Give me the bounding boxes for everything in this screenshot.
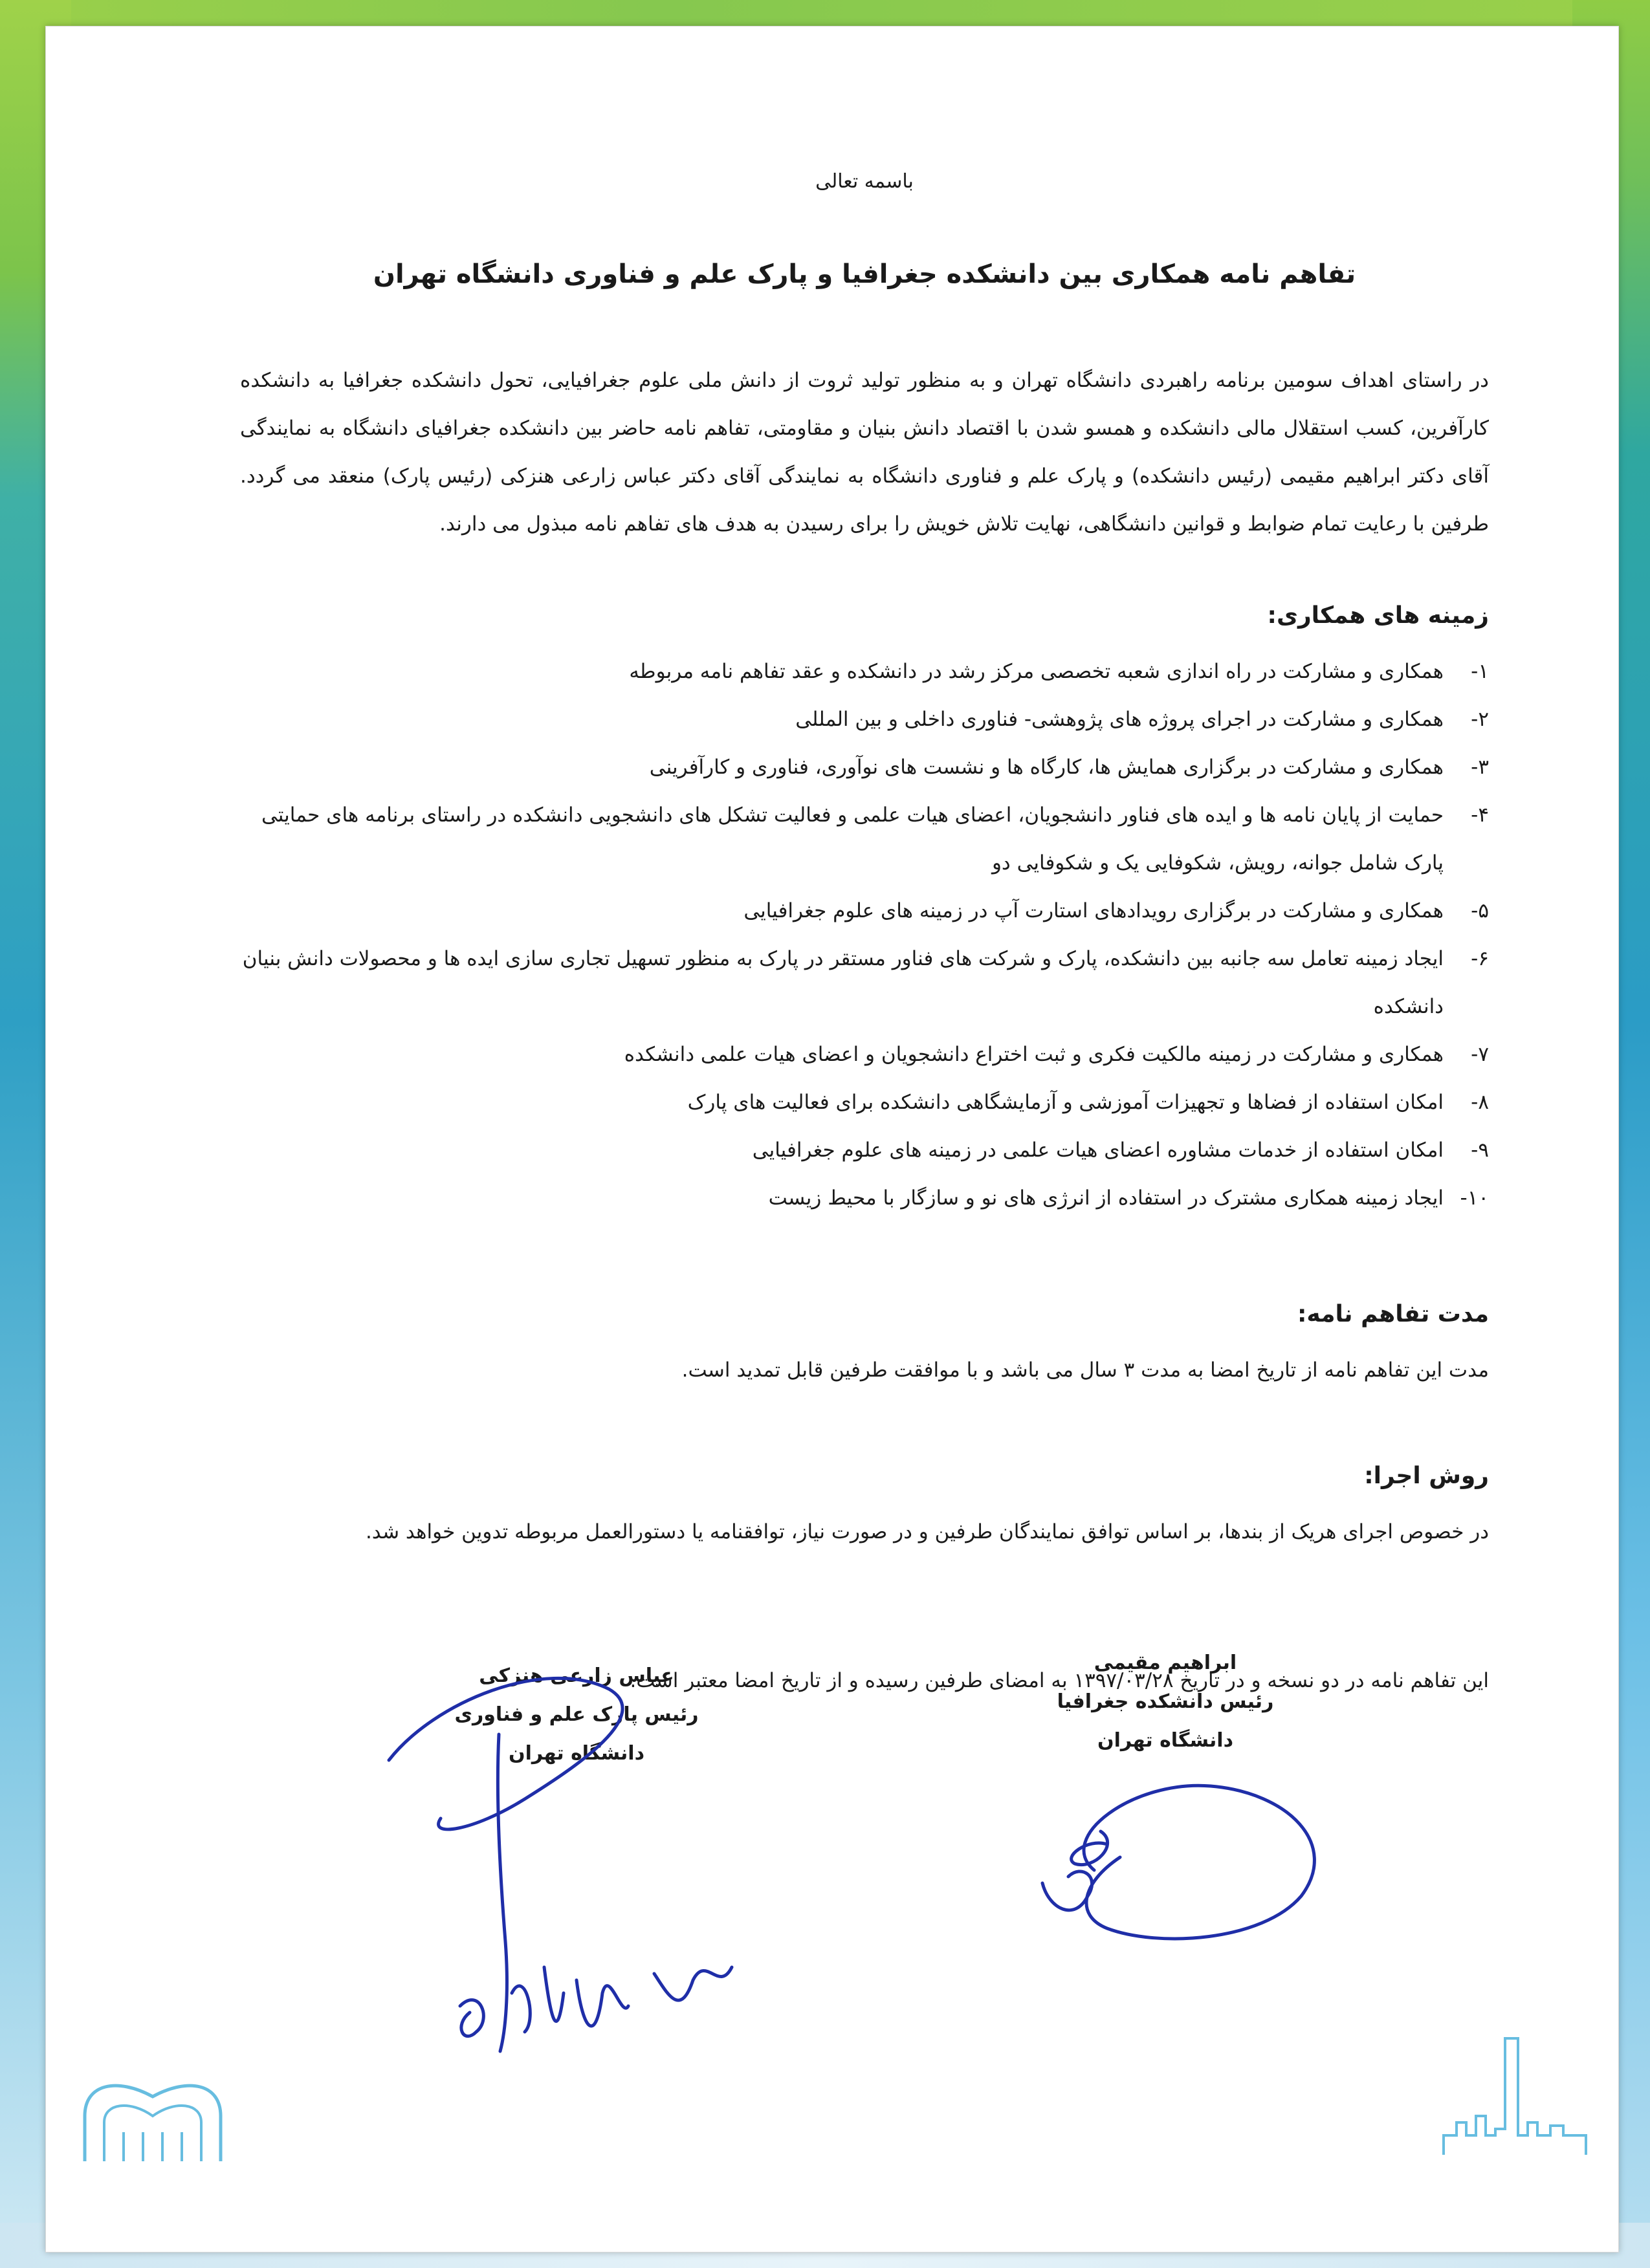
execution-heading: روش اجرا: <box>1364 1463 1489 1489</box>
document-sheet <box>45 26 1619 2252</box>
item-text: همکاری و مشارکت در برگزاری همایش ها، کارگاه ها و نشست های نوآوری، فناوری و کارآفرینی <box>649 756 1444 779</box>
intro-text: در راستای اهداف سومین برنامه راهبردی دانشگاه تهران و به منظور تولید ثروت از دانش ملی علوم جغرافیایی، تحول دانشکده جغرافیا به دانشکده کارآفرین، کسب استقلال مالی دانشکده و همسو شدن با اقتصاد دانش بنیان و مقاومتی، تفاهم نامه حاضر بین دانشکده جغرافیای دانشگاه به نمایندگی آقای دکتر ابراهیم مقیمی (رئیس دانشکده) و پارک علم و فناوری دانشگاه به نمایندگی آقای دکتر عباس زارعی هنزکی (رئیس پارک) منعقد می گردد. طرفین با رعایت تمام ضوابط و قوانین دانشگاهی، نهایت تلاش خویش را برای رسیدن به هدف های تفاهم نامه مبذول می دارند. <box>240 369 1489 536</box>
item-number: ۹- <box>1471 1139 1489 1162</box>
item-number: ۷- <box>1471 1043 1489 1066</box>
signatory-org: دانشگاه تهران <box>1097 1729 1233 1752</box>
item-number: ۸- <box>1471 1091 1489 1114</box>
item-text: ایجاد زمینه همکاری مشترک در استفاده از انرژی های نو و سازگار با محیط زیست <box>768 1186 1444 1210</box>
signature-park <box>331 1631 784 2103</box>
intro-paragraph <box>240 356 1489 548</box>
duration-heading: مدت تفاهم نامه: <box>1297 1301 1489 1327</box>
item-text: ایجاد زمینه تعامل سه جانبه بین دانشکده، پارک و شرکت های فناور مستقر در پارک به منظور تسهیل تجاری سازی ایده ها و محصولات دانش بنیان دانشکده <box>242 947 1444 1018</box>
signatory-role: رئیس دانشکده جغرافیا <box>1057 1690 1274 1713</box>
item-number: ۳- <box>1471 756 1489 779</box>
list-item <box>240 1126 1489 1174</box>
item-text: همکاری و مشارکت در اجرای پروژه های پژوهشی- فناوری داخلی و بین المللی <box>795 708 1444 731</box>
item-number: ۴- <box>1471 803 1489 827</box>
item-text: امکان استفاده از فضاها و تجهیزات آموزشی و آزمایشگاهی دانشکده برای فعالیت های پارک <box>687 1091 1444 1114</box>
closing-text: این تفاهم نامه در دو نسخه و در تاریخ ۱۳۹۷/۰۳/۲۸ به امضای طرفین رسیده و از تاریخ امضا معتبر است. <box>630 1669 1489 1692</box>
item-text: حمایت از پایان نامه ها و ایده های فناور دانشجویان، اعضای هیات علمی و فعالیت تشکل های دانشجویی دانشکده در راستای برنامه های حمایتی پارک شامل جوانه، رویش، شکوفایی یک و شکوفایی دو <box>261 803 1444 875</box>
list-item <box>240 1078 1489 1126</box>
list-item <box>240 1174 1489 1222</box>
cooperation-list <box>240 648 1489 1222</box>
item-number: ۶- <box>1471 947 1489 970</box>
invocation: باسمه تعالی <box>815 170 914 193</box>
list-item <box>240 648 1489 695</box>
signatory-org: دانشگاه تهران <box>509 1742 644 1765</box>
list-item <box>240 743 1489 791</box>
item-text: همکاری و مشارکت در برگزاری رویدادهای استارت آپ در زمینه های علوم جغرافیایی <box>743 899 1444 922</box>
item-number: ۱۰- <box>1460 1186 1489 1210</box>
list-item <box>240 935 1489 1030</box>
park-skyline-icon <box>1437 2025 1592 2161</box>
duration-text: مدت این تفاهم نامه از تاریخ امضا به مدت ۳ سال می باشد و با موافقت طرفین قابل تمدید است. <box>681 1358 1489 1382</box>
document-title: تفاهم نامه همکاری بین دانشکده جغرافیا و پارک علم و فناوری دانشگاه تهران <box>373 259 1356 289</box>
item-number: ۵- <box>1471 899 1489 922</box>
execution-text: در خصوص اجرای هریک از بندها، بر اساس توافق نمایندگان طرفین و در صورت نیاز، توافقنامه یا دستورالعمل مربوطه تدوین خواهد شد. <box>365 1520 1489 1543</box>
signatory-role: رئیس پارک علم و فناوری <box>454 1703 699 1726</box>
item-number: ۱- <box>1471 660 1489 683</box>
list-item <box>240 887 1489 935</box>
list-item <box>240 791 1489 887</box>
item-text: همکاری و مشارکت در راه اندازی شعبه تخصصی مرکز رشد در دانشکده و عقد تفاهم نامه مربوطه <box>629 660 1444 683</box>
university-gate-icon <box>78 2071 227 2168</box>
signature-faculty <box>1004 1741 1366 1974</box>
list-item <box>240 695 1489 743</box>
signatory-name: ابراهیم مقیمی <box>1094 1652 1237 1674</box>
item-text: همکاری و مشارکت در زمینه مالکیت فکری و ثبت اختراع دانشجویان و اعضای هیات علمی دانشکده <box>624 1043 1444 1066</box>
cooperation-heading: زمینه های همکاری: <box>1267 602 1489 629</box>
item-number: ۲- <box>1471 708 1489 731</box>
list-item <box>240 1030 1489 1078</box>
signatory-name: عباس زارعی هنزکی <box>479 1664 674 1687</box>
item-text: امکان استفاده از خدمات مشاوره اعضای هیات علمی در زمینه های علوم جغرافیایی <box>752 1139 1444 1162</box>
